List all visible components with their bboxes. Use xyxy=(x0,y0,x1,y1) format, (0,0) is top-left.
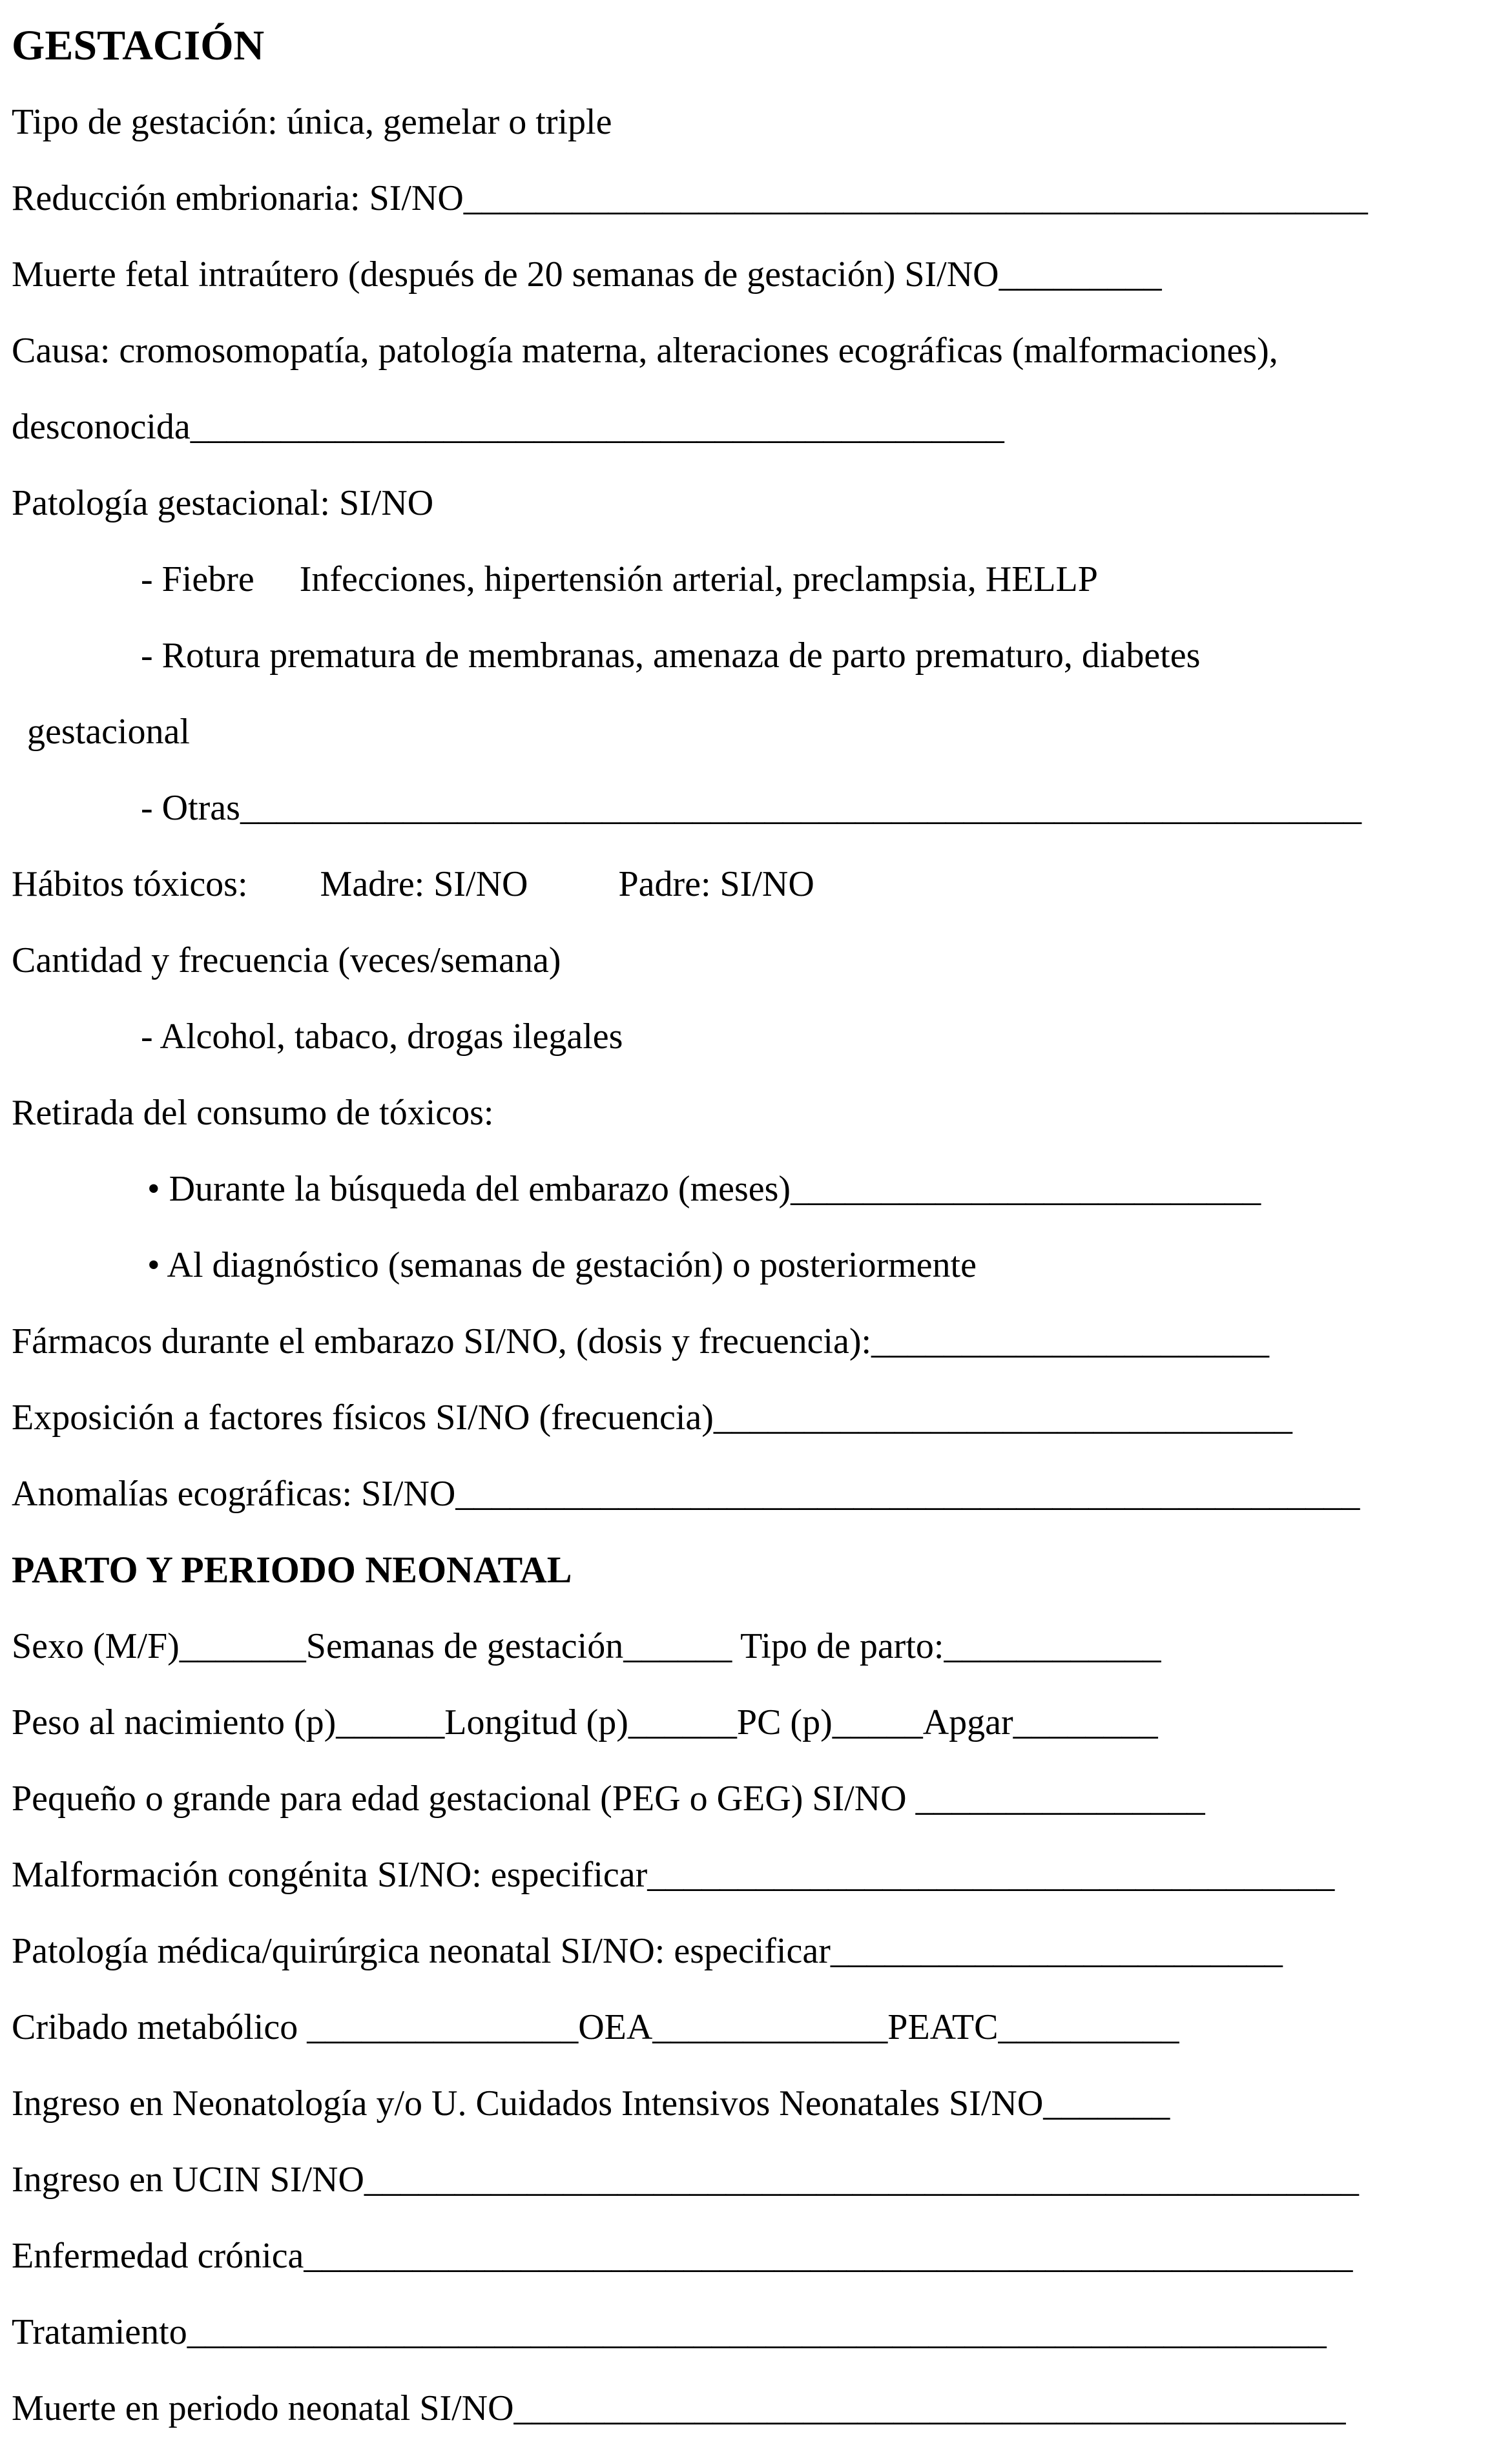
line-otras: - Otras______________________________________________________________ xyxy=(141,788,1362,828)
line-retirada-consumo: Retirada del consumo de tóxicos: xyxy=(12,1093,494,1133)
line-durante-busqueda: • Durante la búsqueda del embarazo (meses)__________________________ xyxy=(147,1169,1261,1209)
line-causa: Causa: cromosomopatía, patología materna, alteraciones ecográficas (malformaciones), xyxy=(12,331,1278,371)
heading-gestacion: GESTACIÓN xyxy=(12,22,265,69)
line-cantidad-frecuencia: Cantidad y frecuencia (veces/semana) xyxy=(12,940,561,980)
line-patologia-neonatal: Patología médica/quirúrgica neonatal SI/NO: especificar_________________________ xyxy=(12,1931,1283,1971)
line-peso-longitud-pc-apgar: Peso al nacimiento (p)______Longitud (p)______PC (p)_____Apgar________ xyxy=(12,1702,1158,1742)
line-ingreso-neonatologia: Ingreso en Neonatología y/o U. Cuidados Intensivos Neonatales SI/NO_______ xyxy=(12,2083,1170,2124)
line-habitos-toxicos: Hábitos tóxicos: Madre: SI/NO Padre: SI/NO xyxy=(12,864,814,904)
line-rotura-prematura-cont: gestacional xyxy=(27,712,190,752)
line-ingreso-ucin: Ingreso en UCIN SI/NO_______________________________________________________ xyxy=(12,2160,1359,2200)
line-peg-geg: Pequeño o grande para edad gestacional (PEG o GEG) SI/NO ________________ xyxy=(12,1779,1205,1819)
line-enfermedad-cronica: Enfermedad crónica__________________________________________________________ xyxy=(12,2236,1353,2276)
line-alcohol-tabaco: - Alcohol, tabaco, drogas ilegales xyxy=(141,1017,623,1057)
line-cribado-metabolico: Cribado metabólico _______________OEA_____________PEATC__________ xyxy=(12,2007,1179,2047)
line-rotura-prematura: - Rotura prematura de membranas, amenaza de parto prematuro, diabetes xyxy=(141,636,1201,676)
line-reduccion-embrionaria: Reducción embrionaria: SI/NO__________________________________________________ xyxy=(12,178,1368,218)
line-al-diagnostico: • Al diagnóstico (semanas de gestación) o posteriormente xyxy=(147,1245,977,1285)
line-muerte-neonatal: Muerte en periodo neonatal SI/NO______________________________________________ xyxy=(12,2388,1346,2428)
line-anomalias-ecograficas: Anomalías ecográficas: SI/NO__________________________________________________ xyxy=(12,1474,1360,1514)
line-causa-desconocida: desconocida_____________________________________________ xyxy=(12,407,1004,447)
line-farmacos-embarazo: Fármacos durante el embarazo SI/NO, (dosis y frecuencia):______________________ xyxy=(12,1321,1270,1361)
line-malformacion-congenita: Malformación congénita SI/NO: especificar______________________________________ xyxy=(12,1855,1335,1895)
heading-parto-neonatal: PARTO Y PERIODO NEONATAL xyxy=(12,1549,572,1591)
line-fiebre-infecciones: - Fiebre Infecciones, hipertensión arterial, preclampsia, HELLP xyxy=(141,559,1098,599)
line-muerte-fetal: Muerte fetal intraútero (después de 20 semanas de gestación) SI/NO_________ xyxy=(12,254,1162,294)
line-sexo-semanas-parto: Sexo (M/F)_______Semanas de gestación______ Tipo de parto:____________ xyxy=(12,1626,1161,1666)
line-tipo-gestacion: Tipo de gestación: única, gemelar o triple xyxy=(12,102,612,142)
line-exposicion-factores: Exposición a factores físicos SI/NO (frecuencia)________________________________ xyxy=(12,1398,1292,1438)
line-tratamiento: Tratamiento_______________________________________________________________ xyxy=(12,2312,1327,2352)
line-patologia-gestacional: Patología gestacional: SI/NO xyxy=(12,483,434,523)
